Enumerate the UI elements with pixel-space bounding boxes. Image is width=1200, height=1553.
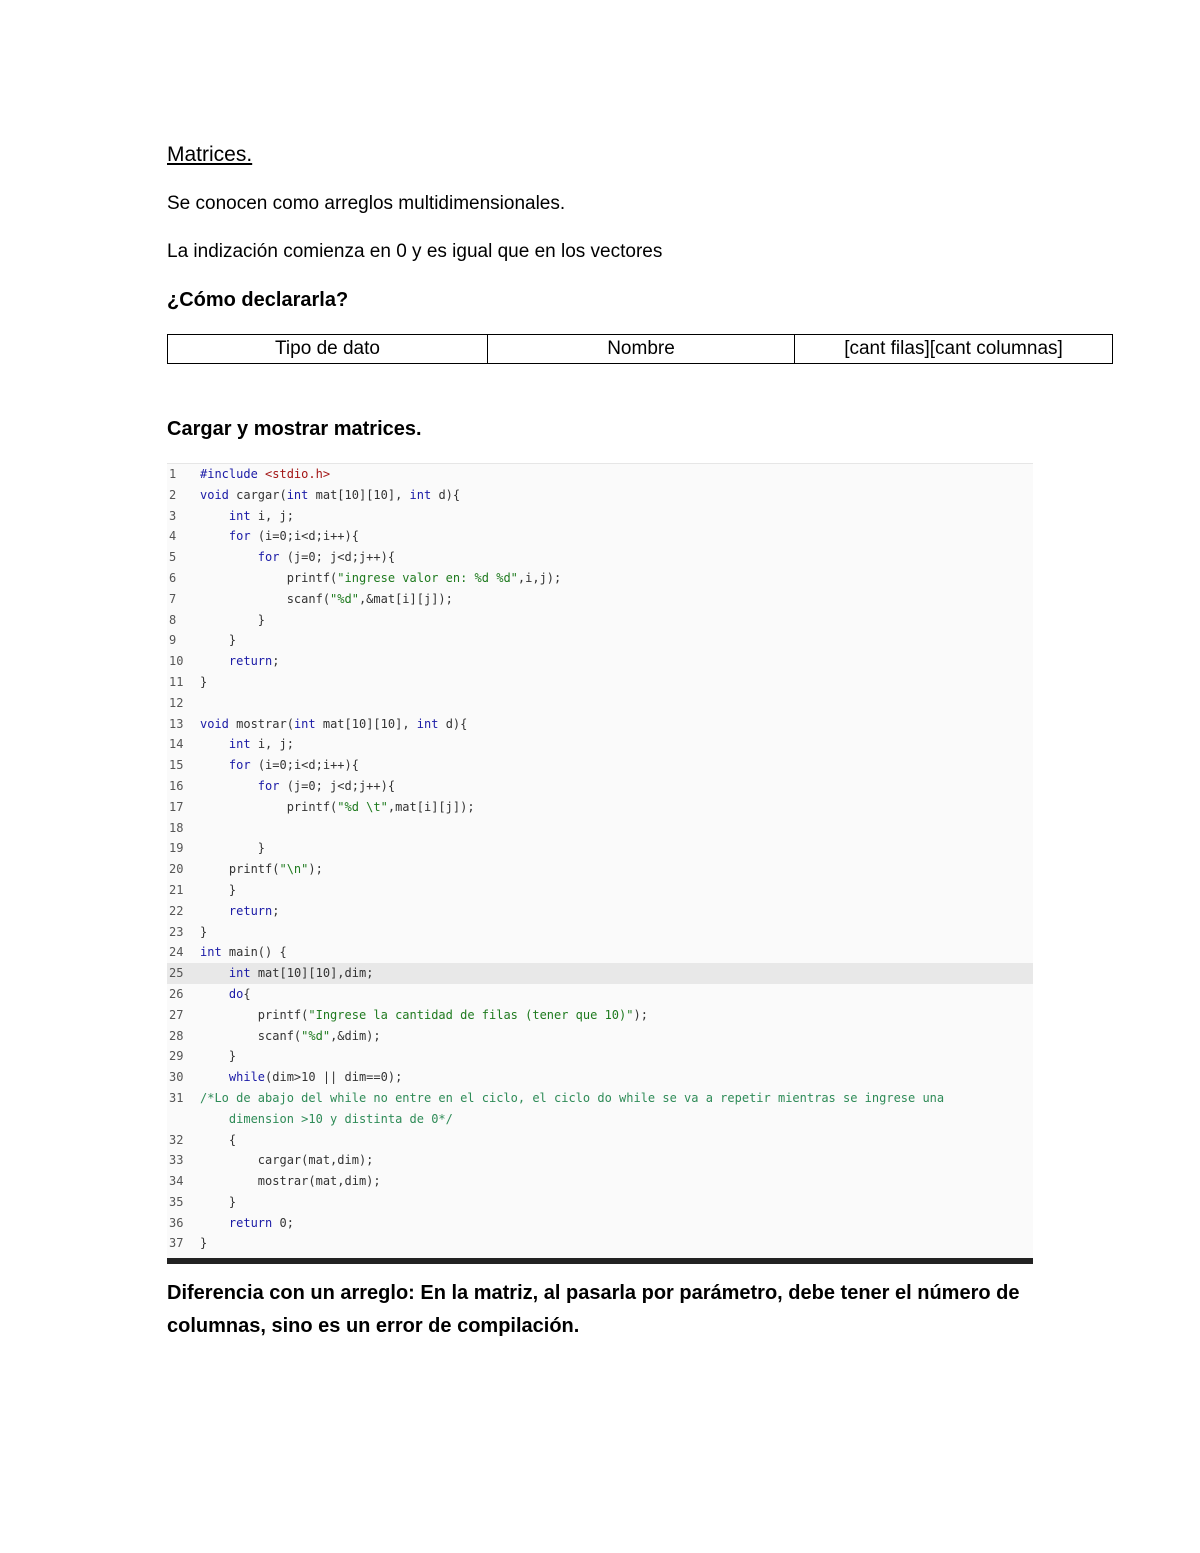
line-text: int i, j; (228, 737, 294, 752)
line-number: 34 (169, 1174, 184, 1189)
heading-load-show: Cargar y mostrar matrices. (167, 418, 422, 440)
line-text: printf("ingrese valor en: %d %d",i,j); (200, 570, 562, 585)
code-line (167, 922, 1033, 943)
code-line (167, 1109, 1033, 1130)
line-text: for (j=0; j<d;j++){ (257, 550, 396, 565)
line-number: 3 (169, 508, 177, 523)
line-number: 33 (169, 1153, 184, 1168)
code-line (167, 651, 1033, 672)
table-cell-dimensions: [cant filas][cant columnas] (795, 335, 1113, 364)
line-text: int main() { (200, 945, 287, 960)
code-line (167, 568, 1033, 589)
code-line (167, 485, 1033, 506)
line-number: 18 (169, 820, 184, 835)
code-editor-screenshot (167, 463, 1033, 1264)
line-number: 36 (169, 1215, 184, 1230)
line-number: 29 (169, 1049, 184, 1064)
line-text: } (200, 924, 208, 939)
code-line (167, 610, 1033, 631)
line-text: } (200, 841, 266, 856)
code-line (167, 838, 1033, 859)
code-line (167, 818, 1033, 839)
code-line (167, 1046, 1033, 1067)
line-number: 31 (169, 1090, 184, 1105)
line-number: 5 (169, 550, 177, 565)
paragraph-definition: Se conocen como arreglos multidimensionales. (167, 193, 566, 214)
code-line (167, 506, 1033, 527)
line-number: 32 (169, 1132, 184, 1147)
line-text: return; (228, 903, 280, 918)
line-number: 23 (169, 924, 184, 939)
line-number: 11 (169, 674, 184, 689)
line-text: } (200, 633, 237, 648)
code-line (167, 1026, 1033, 1047)
line-number: 20 (169, 862, 184, 877)
line-text: int i, j; (228, 508, 294, 523)
line-text: scanf("%d",&dim); (200, 1028, 381, 1043)
line-number: 30 (169, 1070, 184, 1085)
line-number: 10 (169, 654, 184, 669)
line-number: 1 (169, 467, 177, 481)
line-text: return 0; (228, 1215, 294, 1230)
code-line (167, 672, 1033, 693)
line-number: 12 (169, 695, 184, 710)
line-text: void mostrar(int mat[10][10], int d){ (200, 716, 468, 731)
code-line (167, 963, 1033, 984)
line-text: } (200, 1049, 237, 1064)
table-cell-type: Tipo de dato (168, 335, 488, 364)
paragraph-indexing: La indización comienza en 0 y es igual que en los vectores (167, 241, 663, 262)
table-row (168, 335, 1113, 364)
line-text: void cargar(int mat[10][10], int d){ (200, 487, 461, 502)
line-number: 16 (169, 778, 184, 793)
line-text: scanf("%d",&mat[i][j]); (200, 591, 453, 606)
declaration-table (167, 334, 1113, 364)
line-number: 21 (169, 882, 184, 897)
line-number: 15 (169, 758, 184, 773)
line-text: } (200, 1194, 237, 1209)
code-line (167, 1005, 1033, 1026)
line-text: } (200, 612, 266, 627)
line-number: 14 (169, 737, 184, 752)
line-text: { (200, 1132, 237, 1147)
code-line (167, 859, 1033, 880)
line-text: cargar(mat,dim); (200, 1153, 374, 1168)
line-number: 28 (169, 1028, 184, 1043)
code-line (167, 1150, 1033, 1171)
line-text: } (200, 882, 237, 897)
line-text: } (200, 1236, 208, 1251)
code-line (167, 901, 1033, 922)
line-number: 13 (169, 716, 184, 731)
line-text: printf("Ingrese la cantidad de filas (tener que 10)"); (200, 1007, 648, 1022)
code-line (167, 942, 1033, 963)
line-number: 2 (169, 487, 177, 502)
line-number: 22 (169, 903, 184, 918)
line-number: 6 (169, 570, 177, 585)
code-line (167, 1171, 1033, 1192)
code-line (167, 984, 1033, 1005)
table-cell-name: Nombre (488, 335, 795, 364)
code-line (167, 1067, 1033, 1088)
code-line (167, 734, 1033, 755)
line-number: 17 (169, 799, 184, 814)
code-line (167, 589, 1033, 610)
line-number: 37 (169, 1236, 184, 1251)
code-line (167, 1192, 1033, 1213)
line-text: for (i=0;i<d;i++){ (228, 758, 359, 773)
code-line (167, 1130, 1033, 1151)
line-text: mostrar(mat,dim); (200, 1174, 381, 1189)
code-line (167, 880, 1033, 901)
line-number: 19 (169, 841, 184, 856)
line-number: 25 (169, 966, 184, 981)
line-text: for (i=0;i<d;i++){ (228, 529, 359, 544)
line-text: } (200, 674, 208, 689)
code-line (167, 1088, 1033, 1109)
line-text: while(dim>10 || dim==0); (228, 1070, 403, 1085)
code-line (167, 755, 1033, 776)
line-number: 24 (169, 945, 184, 960)
code-line (167, 464, 1033, 485)
heading-declare: ¿Cómo declararla? (167, 289, 349, 311)
line-text: do{ (228, 986, 251, 1001)
code-line (167, 797, 1033, 818)
line-number: 27 (169, 1007, 184, 1022)
code-line (167, 1233, 1033, 1254)
code-line (167, 526, 1033, 547)
line-number: 8 (169, 612, 177, 627)
line-number: 26 (169, 986, 184, 1001)
line-text: for (j=0; j<d;j++){ (257, 778, 396, 793)
line-text: return; (228, 654, 280, 669)
line-number: 4 (169, 529, 177, 544)
code-line (167, 714, 1033, 735)
line-text: #include <stdio.h> (200, 467, 331, 481)
code-line (167, 693, 1033, 714)
code-line (167, 630, 1033, 651)
document-title: Matrices. (167, 143, 253, 166)
code-line (167, 1213, 1033, 1234)
line-number: 7 (169, 591, 177, 606)
line-text: dimension >10 y distinta de 0*/ (200, 1111, 453, 1126)
line-text: printf("\n"); (200, 862, 323, 877)
code-line (167, 776, 1033, 797)
difference-note: Diferencia con un arreglo: En la matriz, al pasarla por parámetro, debe tener el número de columnas, sino es un error de compilación. (167, 1282, 1020, 1337)
line-text: int mat[10][10],dim; (228, 966, 374, 981)
line-text: /*Lo de abajo del while no entre en el ciclo, el ciclo do while se va a repetir mientras se ingrese una (200, 1090, 945, 1105)
line-number: 9 (169, 633, 177, 648)
code-line (167, 547, 1033, 568)
line-text: printf("%d \t",mat[i][j]); (200, 799, 475, 814)
line-number: 35 (169, 1194, 184, 1209)
